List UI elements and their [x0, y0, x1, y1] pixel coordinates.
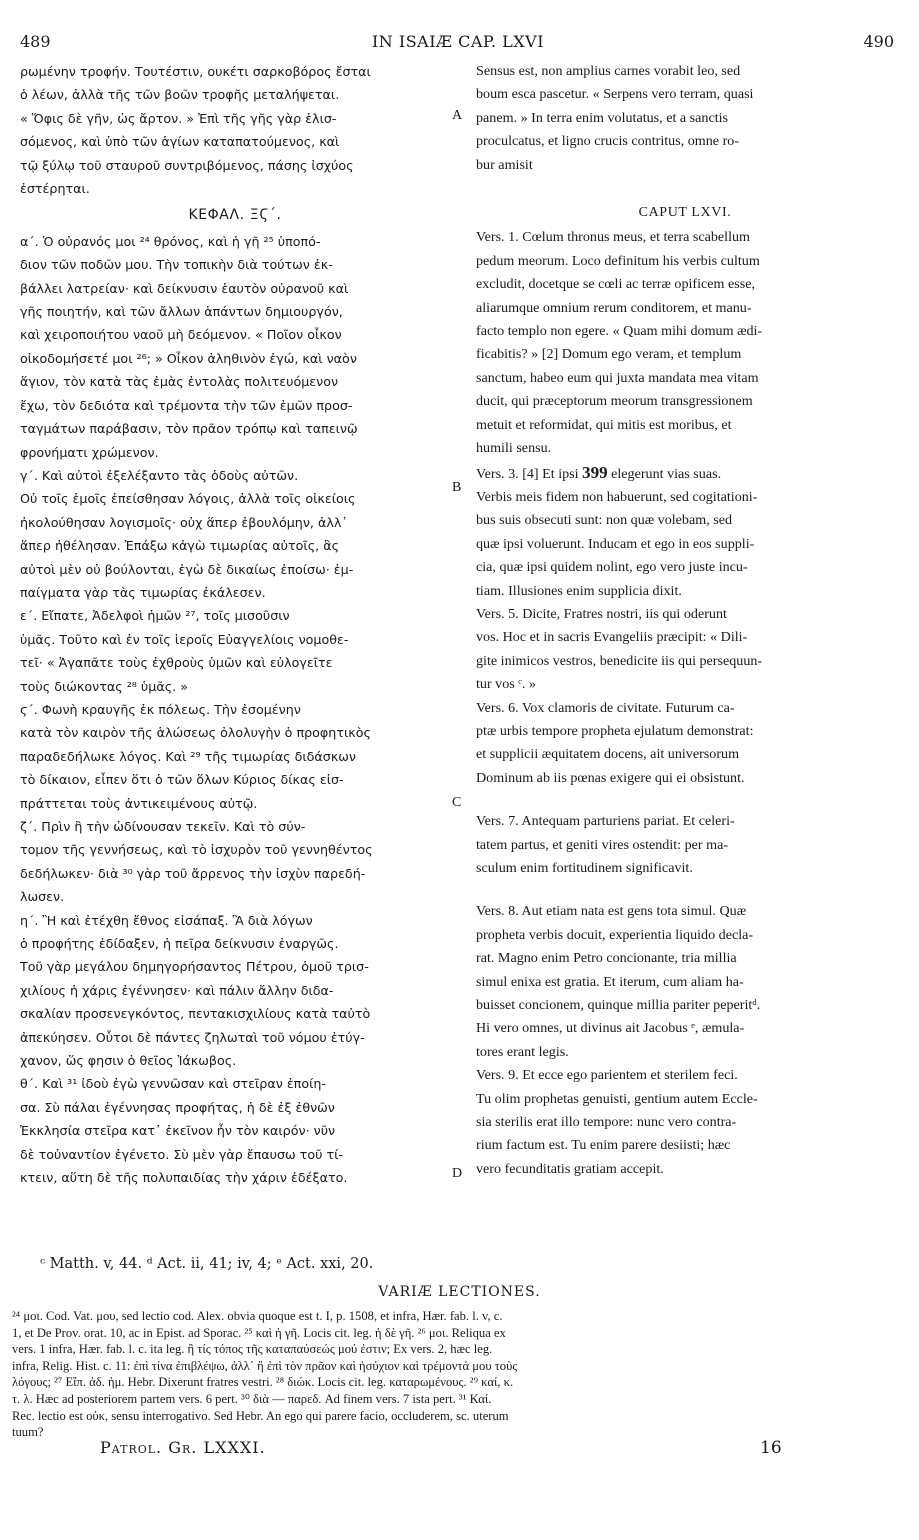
text-line: οἰκοδομήσετέ μοι ²⁶; » Οἶκον ἀληθινὸν ἐγώ, καὶ ναὸν	[20, 350, 357, 366]
text-line: vos. Hoc et in sacris Evangeliis præcipit: « Dili-	[476, 629, 748, 646]
text-line: ἠκολούθησαν λογισμοῖς· οὐχ ἅπερ ἐβουλόμην, ἀλλ᾽	[20, 514, 348, 530]
text-line: γ΄. Καὶ αὐτοὶ ἐξελέξαντο τὰς ὁδοὺς αὐτῶν.	[20, 467, 299, 483]
text-line: proculcatus, et ligno crucis contritus, omne ro-	[476, 133, 740, 150]
text-line: ε΄. Εἴπατε, Ἀδελφοὶ ἡμῶν ²⁷, τοῖς μισοῦσιν	[20, 608, 290, 624]
text-line: ϛ΄. Φωνὴ κραυγῆς ἐκ πόλεως. Τὴν ἐσομένην	[20, 701, 301, 717]
text-line: χιλίους ἡ χάρις ἐγέννησεν· καὶ πάλιν ἄλλην διδα-	[20, 982, 334, 998]
text-line: Vers. 7. Antequam parturiens pariat. Et celeri-	[476, 813, 735, 830]
text-line: tatem partus, et geniti vires ostendit: per ma-	[476, 836, 729, 853]
text-line: ἐστέρηται.	[20, 181, 90, 197]
signature-mark: Patrol. Gr. LXXXI.	[100, 1438, 266, 1457]
text-line: α΄. Ὁ οὐρανός μοι ²⁴ θρόνος, καὶ ἡ γῆ ²⁵ ὑποπό-	[20, 233, 321, 249]
text-line: Vers. 6. Vox clamoris de civitate. Futurum ca-	[476, 699, 735, 716]
text-line: τὸ δίκαιον, εἶπεν ὅτι ὁ τῶν ὅλων Κύριος δίκας εἰσ-	[20, 772, 344, 788]
greek-verse-7	[20, 815, 450, 909]
text-line: ὁ λέων, ἀλλὰ τῆς τῶν βοῶν τροφῆς μεταλήψεται.	[20, 87, 340, 103]
greek-verse-6	[20, 698, 450, 815]
text-line: ἀπεκύησεν. Οὗτοι δὲ πάντες ζηλωταὶ τοῦ νόμου ἐτύγ-	[20, 1029, 365, 1045]
variae-lectiones-heading: VARIÆ LECTIONES.	[378, 1284, 541, 1300]
text-line: sia sterilis erat illo tempore: nunc vero contra-	[476, 1114, 737, 1131]
text-line: λόγους; ²⁷ Εἴπ. ἀδ. ἡμ. Hebr. Dixerunt fratres vestri. ²⁸ διώκ. Locis cit. leg. καταρωμένους. ²⁹ καί, κ.	[12, 1375, 514, 1390]
text-line: φρονήματι χρώμενον.	[20, 444, 159, 460]
text-line: bus suis obsecuti sunt: non quæ volebam, sed	[476, 512, 733, 529]
text-line: « Ὄφις δὲ γῆν, ὡς ἄρτον. » Ἐπὶ τῆς γῆς γὰρ ἑλισ-	[20, 110, 337, 126]
text-line: tur vos ᶜ. »	[476, 676, 536, 693]
text-line: rat. Magno enim Petro concionante, tria millia	[476, 950, 737, 967]
running-title: IN ISAIÆ CAP. LXVI	[371, 32, 545, 51]
text-line: Hi vero omnes, ut divinus ait Jacobus ᵉ, æmula-	[476, 1020, 745, 1037]
text-line: aliarumque omnium rerum conditorem, et manu-	[476, 299, 752, 316]
latin-verse-9	[476, 1064, 894, 1181]
text-line: ducit, qui præceptorum meorum transgressionem	[476, 393, 753, 410]
text-line: παραδεδήλωκε λόγος. Καὶ ²⁹ τῆς τιμωρίας διδάσκων	[20, 748, 357, 764]
text-line: Sensus est, non amplius carnes vorabit leo, sed	[476, 63, 741, 79]
text-line: Vers. 5. Dicite, Fratres nostri, iis qui oderunt	[476, 605, 727, 622]
latin-chapter-heading: CAPUT LXVI.	[638, 205, 732, 221]
text-line: bur amisit	[476, 156, 533, 173]
latin-v3-tail: elegerunt vias suas.	[607, 465, 722, 482]
text-line: σα. Σὺ πάλαι ἐγέννησας προφήτας, ἡ δὲ ἐξ ἐθνῶν	[20, 1099, 335, 1115]
text-line: Tu olim prophetas genuisti, gentium autem Eccle-	[476, 1090, 758, 1107]
column-number-399: 399	[582, 462, 608, 482]
text-line: 1, et De Prov. orat. 10, ac in Epist. ad Sporac. ²⁵ καὶ ἡ γῆ. Locis cit. leg. ἡ δὲ γῆ. ²⁶ μοι. Reliqua ex	[12, 1325, 506, 1340]
text-line: ficabitis? » [2] Domum ego veram, et templum	[476, 346, 742, 363]
greek-verse-8	[20, 909, 450, 1073]
text-line: metuit et reformidat, qui mitis est moribus, et	[476, 416, 732, 433]
text-line: pedum meorum. Loco definitum his verbis cultum	[476, 252, 760, 269]
margin-marker-d: D	[452, 1166, 463, 1181]
text-line: excludit, docetque se cœli ac terræ opificem esse,	[476, 276, 756, 293]
text-line: ἅγιον, τὸν κατὰ τὰς ἐμὰς ἐντολὰς πολιτευόμενον	[20, 374, 339, 390]
text-line: panem. » In terra enim volutatus, et a sanctis	[476, 109, 729, 126]
text-line: θ΄. Καὶ ³¹ ἰδοὺ ἐγὼ γεννῶσαν καὶ στεῖραν ἐποίη-	[20, 1076, 326, 1092]
text-line: infra, Relig. Hist. c. 11: ἐπὶ τίνα ἐπιβλέψω, ἀλλ᾽ ἢ ἐπὶ τὸν πρᾶον καὶ ἡσύχιον καὶ τρέμοντά μου τοὺς	[12, 1358, 518, 1373]
text-line: et supplicii æquitatem docens, ait universorum	[476, 746, 740, 763]
text-line: tores erant legis.	[476, 1043, 569, 1060]
text-line: Οὐ τοῖς ἐμοῖς ἐπείσθησαν λόγοις, ἀλλὰ τοῖς οἰκείοις	[20, 491, 356, 507]
page-number-right: 490	[863, 32, 894, 51]
margin-marker-b: B	[452, 480, 462, 495]
text-line: ὁ προφήτης ἐδίδαξεν, ἡ πεῖρα δείκνυσιν ἐναργῶς.	[20, 936, 339, 952]
text-line: σκαλίαν προσενεγκόντος, πεντακισχιλίους κατὰ ταὐτὸ	[20, 1006, 371, 1022]
text-line: cia, quæ ipsi quidem nolint, ego vero juste incu-	[476, 559, 748, 576]
greek-verse-3	[20, 464, 450, 604]
text-line: Vers. 8. Aut etiam nata est gens tota simul. Quæ	[476, 903, 747, 920]
page	[18, 24, 898, 1186]
text-line: πράττεται τοὺς ἀντικειμένους αὐτῷ.	[20, 795, 258, 811]
text-line: humili sensu.	[476, 440, 552, 457]
greek-chapter-heading: ΚΕΦΑΛ. ΞϚ΄.	[188, 207, 282, 224]
latin-verse-1	[476, 226, 894, 460]
text-line: Rec. lectio est οὐκ, sensu interrogativo. Sed Hebr. An ego qui parere facio, occluderem, sc. uterum	[12, 1408, 509, 1423]
text-line: δεδήλωκεν· διὰ ³⁰ γὰρ τοῦ ἄρρενος τὴν ἰσχὺν παρεδή-	[20, 865, 366, 881]
text-line: Vers. 9. Et ecce ego parientem et sterilem feci.	[476, 1067, 738, 1084]
text-line: λωσεν.	[20, 889, 65, 905]
text-line: τομον τῆς γεννήσεως, καὶ τὸ ἰσχυρὸν τοῦ γεννηθέντος	[20, 842, 373, 858]
latin-verse-3-first-line	[476, 461, 894, 486]
text-line: Verbis meis fidem non habuerunt, sed cogitationi-	[476, 488, 758, 505]
text-line: ταγμάτων παράβασιν, τὸν πρᾶον τρόπῳ καὶ ταπεινῷ	[20, 421, 358, 437]
text-line: σόμενος, καὶ ὑπὸ τῶν ἁγίων καταπατούμενος, καὶ	[20, 134, 340, 150]
text-line: παίγματα γὰρ τὰς τιμωρίας ἐκάλεσεν.	[20, 584, 266, 600]
page-header	[18, 24, 898, 58]
latin-top-block	[476, 60, 894, 177]
variae-lectiones	[12, 1308, 876, 1441]
text-line: τεῖ· « Ἀγαπᾶτε τοὺς ἐχθροὺς ὑμῶν καὶ εὐλογεῖτε	[20, 655, 333, 671]
latin-verse-6	[476, 697, 894, 791]
page-number-left: 489	[20, 32, 51, 51]
text-line: ρωμένην τροφήν. Τουτέστιν, ουκέτι σαρκοβόρος ἔσται	[20, 64, 371, 79]
text-line: κτειν, αὕτη δὲ τῆς πολυπαιδίας τὴν χάριν ἐδέξατο.	[20, 1170, 348, 1186]
text-line: facto templo non egere. « Quam mihi domum ædi-	[476, 323, 763, 340]
text-line: vers. 1 infra, Hær. fab. l. c. ita leg. ἢ τίς τόπος τῆς καταπαύσεώς μού ἐστιν; Ex vers. 2, hæc leg.	[12, 1342, 493, 1357]
text-line: ²⁴ μοι. Cod. Vat. μου, sed lectio cod. Alex. obvia quoque est t. I, p. 1508, et infra, Hær. fab. l. v, c.	[12, 1309, 503, 1323]
scripture-footnotes: ᶜ Matth. v, 44. ᵈ Act. ii, 41; iv, 4; ᵉ Act. xxi, 20.	[40, 1256, 374, 1272]
text-line: η΄. Ἢ καὶ ἐτέχθη ἔθνος εἰσάπαξ. Ἃ διὰ λόγων	[20, 912, 313, 928]
greek-verse-9	[20, 1072, 450, 1189]
text-line: χανον, ὥς φησιν ὁ θεῖος Ἰάκωβος.	[20, 1053, 237, 1069]
text-line: κατὰ τὸν καιρὸν τῆς ἁλώσεως ὀλολυγὴν ὁ προφητικὸς	[20, 725, 371, 741]
text-line: vero fecunditatis gratiam accepit.	[476, 1160, 664, 1177]
text-line: τ. λ. Hæc ad posteriorem partem vers. 6 pert. ³⁰ διὰ — παρεδ. Ad finem vers. 7 ista pert. ³¹ Καί.	[12, 1391, 492, 1406]
margin-marker-c: C	[452, 795, 462, 810]
latin-verse-5	[476, 603, 894, 697]
text-line: διον τῶν ποδῶν μου. Τὴν τοπικὴν διὰ τούτων ἐκ-	[20, 257, 333, 273]
latin-verse-8	[476, 900, 894, 1064]
text-line: ζ΄. Πρὶν ἢ τὴν ὠδίνουσαν τεκεῖν. Καὶ τὸ σύν-	[20, 819, 306, 834]
greek-column	[20, 60, 450, 1190]
text-line: ptæ urbis tempore propheta ejulatum demonstrat:	[476, 722, 754, 739]
text-line: τοὺς διώκοντας ²⁸ ὑμᾶς. »	[20, 678, 188, 694]
text-line: quæ ipsi voluerunt. Inducam et ego in eos suppli-	[476, 535, 755, 552]
text-line: boum esca pascetur. « Serpens vero terram, quasi	[476, 86, 754, 103]
text-line: καὶ χειροποιήτου ναοῦ μὴ δεόμενον. « Ποῖον οἶκον	[20, 327, 342, 343]
text-line: Ἐκκλησία στεῖρα κατ᾽ ἐκεῖνον ἦν τὸν καιρόν· νῦν	[20, 1123, 336, 1139]
greek-top-block	[20, 60, 450, 200]
latin-column	[476, 60, 894, 1181]
text-line: sculum enim fortitudinem significavit.	[476, 860, 693, 876]
text-line: Dominum ab iis pœnas exigere qui ei obsistunt.	[476, 769, 745, 786]
text-line: Vers. 1. Cœlum thronus meus, et terra scabellum	[476, 229, 750, 246]
margin-marker-a: A	[452, 108, 463, 123]
text-line: ἅπερ ἠθέλησαν. Ἐπάξω κἀγὼ τιμωρίας αὐτοῖς, ἃς	[20, 538, 340, 554]
latin-v3-head: Vers. 3. [4] Et ipsi	[476, 465, 583, 482]
text-line: rium factum est. Tu enim parere desiisti; hæc	[476, 1137, 731, 1154]
text-line: δὲ τοὐναντίον ἐγένετο. Σὺ μὲν γὰρ ἔπαυσω τοῦ τί-	[20, 1146, 343, 1162]
text-line: buisset concionem, quinque millia pariter peperitᵈ.	[476, 997, 761, 1014]
text-line: tuum?	[12, 1425, 44, 1440]
text-line: αὐτοὶ μὲν οὐ βούλονται, ἐγὼ δὲ δικαίως ἐποίσω· ἐμ-	[20, 561, 354, 577]
text-line: τῷ ξύλῳ τοῦ σταυροῦ συντριβόμενος, πάσης ἰσχύος	[20, 157, 354, 173]
text-line: propheta verbis docuit, experientia liquido decla-	[476, 926, 754, 943]
text-line: γῆς ποιητήν, καὶ τῶν ἄλλων ἁπάντων δημιουργόν,	[20, 304, 343, 320]
text-line: tiam. Illusiones enim supplicia dixit.	[476, 582, 682, 599]
text-line: Τοῦ γὰρ μεγάλου δημηγορήσαντος Πέτρου, ὁμοῦ τρισ-	[20, 959, 369, 975]
latin-verse-7	[476, 810, 894, 880]
greek-verse-5	[20, 604, 450, 698]
text-line: ὑμᾶς. Τοῦτο καὶ ἐν τοῖς ἱεροῖς Εὐαγγελίοις νομοθε-	[20, 631, 349, 647]
latin-verse-3	[476, 486, 894, 603]
text-line: sanctum, habeo eum qui juxta mandata mea vitam	[476, 369, 759, 386]
text-line: simul enixa est gratia. Et iterum, cum aliam ha-	[476, 973, 744, 990]
greek-verse-1	[20, 230, 450, 464]
text-line: βάλλει λατρείαν· καὶ δείκνυσιν ἑαυτὸν οὐρανοῦ καὶ	[20, 280, 349, 296]
text-line: ἔχω, τὸν δεδιότα καὶ τρέμοντα τὴν τῶν ἐμῶν προσ-	[20, 397, 353, 413]
text-line: gite inimicos vestros, benedicite iis qui persequun-	[476, 652, 763, 669]
gathering-number: 16	[760, 1438, 782, 1458]
